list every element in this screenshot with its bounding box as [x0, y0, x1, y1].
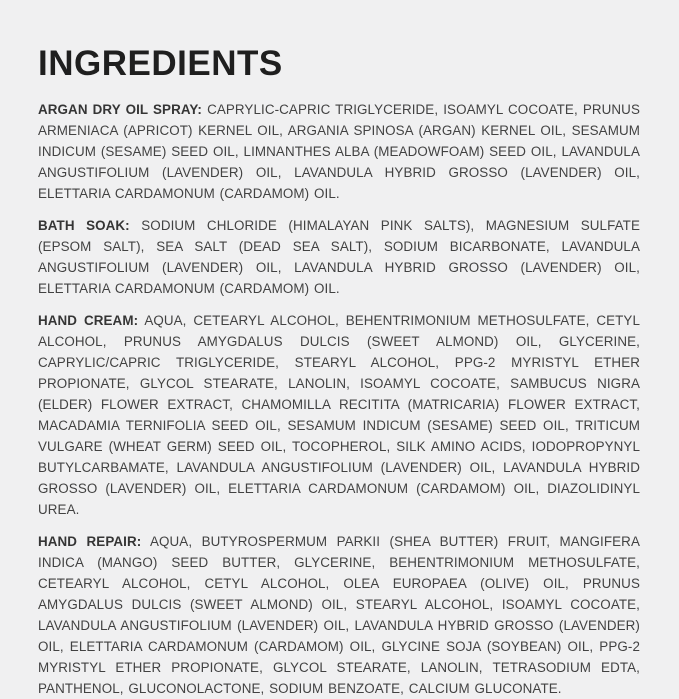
- page-title: INGREDIENTS: [38, 44, 283, 83]
- ingredient-section-bath-soak: [38, 215, 640, 299]
- ingredient-section-hand-repair: [38, 531, 640, 699]
- section-label-bath-soak: BATH SOAK:: [38, 218, 130, 233]
- section-text-argan-dry-oil-spray: CAPRYLIC-CAPRIC TRIGLYCERIDE, ISOAMYL COCOATE, PRUNUS ARMENIACA (APRICOT) KERNEL OIL, ARGANIA SPINOSA (ARGAN) KERNEL OIL, SESAMUM INDICUM (SESAME) SEED OIL, LIMNANTHES ALBA (MEADOWFOAM) SEED OIL, LAVANDULA ANGUSTIFOLIUM (LAVENDER) OIL, LAVANDULA HYBRID GROSSO (LAVENDER) OIL, ELETTARIA CARDAMONUM (CARDAMOM) OIL.: [38, 102, 640, 201]
- section-label-hand-repair: HAND REPAIR:: [38, 534, 142, 549]
- section-text-bath-soak: SODIUM CHLORIDE (HIMALAYAN PINK SALTS), MAGNESIUM SULFATE (EPSOM SALT), SEA SALT (DEAD SEA SALT), SODIUM BICARBONATE, LAVANDULA ANGUSTIFOLIUM (LAVENDER) OIL, LAVANDULA HYBRID GROSSO (LAVENDER) OIL, ELETTARIA CARDAMONUM (CARDAMOM) OIL.: [38, 218, 640, 296]
- ingredient-section-hand-cream: [38, 310, 640, 520]
- section-text-hand-cream: AQUA, CETEARYL ALCOHOL, BEHENTRIMONIUM METHOSULFATE, CETYL ALCOHOL, PRUNUS AMYGDALUS DULCIS (SWEET ALMOND) OIL, GLYCERINE, CAPRYLIC/CAPRIC TRIGLYCERIDE, STEARYL ALCOHOL, PPG-2 MYRISTYL ETHER PROPIONATE, GLYCOL STEARATE, LANOLIN, ISOAMYL COCOATE, SAMBUCUS NIGRA (ELDER) FLOWER EXTRACT, CHAMOMILLA RECITITA (MATRICARIA) FLOWER EXTRACT, MACADAMIA TERNIFOLIA SEED OIL, SESAMUM INDICUM (SESAME) SEED OIL, TRITICUM VULGARE (WHEAT GERM) SEED OIL, TOCOPHEROL, SILK AMINO ACIDS, IODOPROPYNYL BUTYLCARBAMATE, LAVANDULA ANGUSTIFOLIUM (LAVENDER) OIL, LAVANDULA HYBRID GROSSO (LAVENDER) OIL, ELETTARIA CARDAMONUM (CARDAMOM) OIL, DIAZOLIDINYL UREA.: [38, 313, 640, 517]
- section-label-hand-cream: HAND CREAM:: [38, 313, 139, 328]
- section-label-argan-dry-oil-spray: ARGAN DRY OIL SPRAY:: [38, 102, 202, 117]
- section-text-hand-repair: AQUA, BUTYROSPERMUM PARKII (SHEA BUTTER) FRUIT, MANGIFERA INDICA (MANGO) SEED BUTTER, GLYCERINE, BEHENTRIMONIUM METHOSULFATE, CETEARYL ALCOHOL, CETYL ALCOHOL, OLEA EUROPAEA (OLIVE) OIL, PRUNUS AMYGDALUS DULCIS (SWEET ALMOND) OIL, STEARYL ALCOHOL, ISOAMYL COCOATE, LAVANDULA ANGUSTIFOLIUM (LAVENDER) OIL, LAVANDULA HYBRID GROSSO (LAVENDER) OIL, ELETTARIA CARDAMONUM (CARDAMOM) OIL, GLYCINE SOJA (SOYBEAN) OIL, PPG-2 MYRISTYL ETHER PROPIONATE, GLYCOL STEARATE, LANOLIN, TETRASODIUM EDTA, PANTHENOL, GLUCONOLACTONE, SODIUM BENZOATE, CALCIUM GLUCONATE.: [38, 534, 640, 696]
- ingredient-section-argan-dry-oil-spray: [38, 99, 640, 204]
